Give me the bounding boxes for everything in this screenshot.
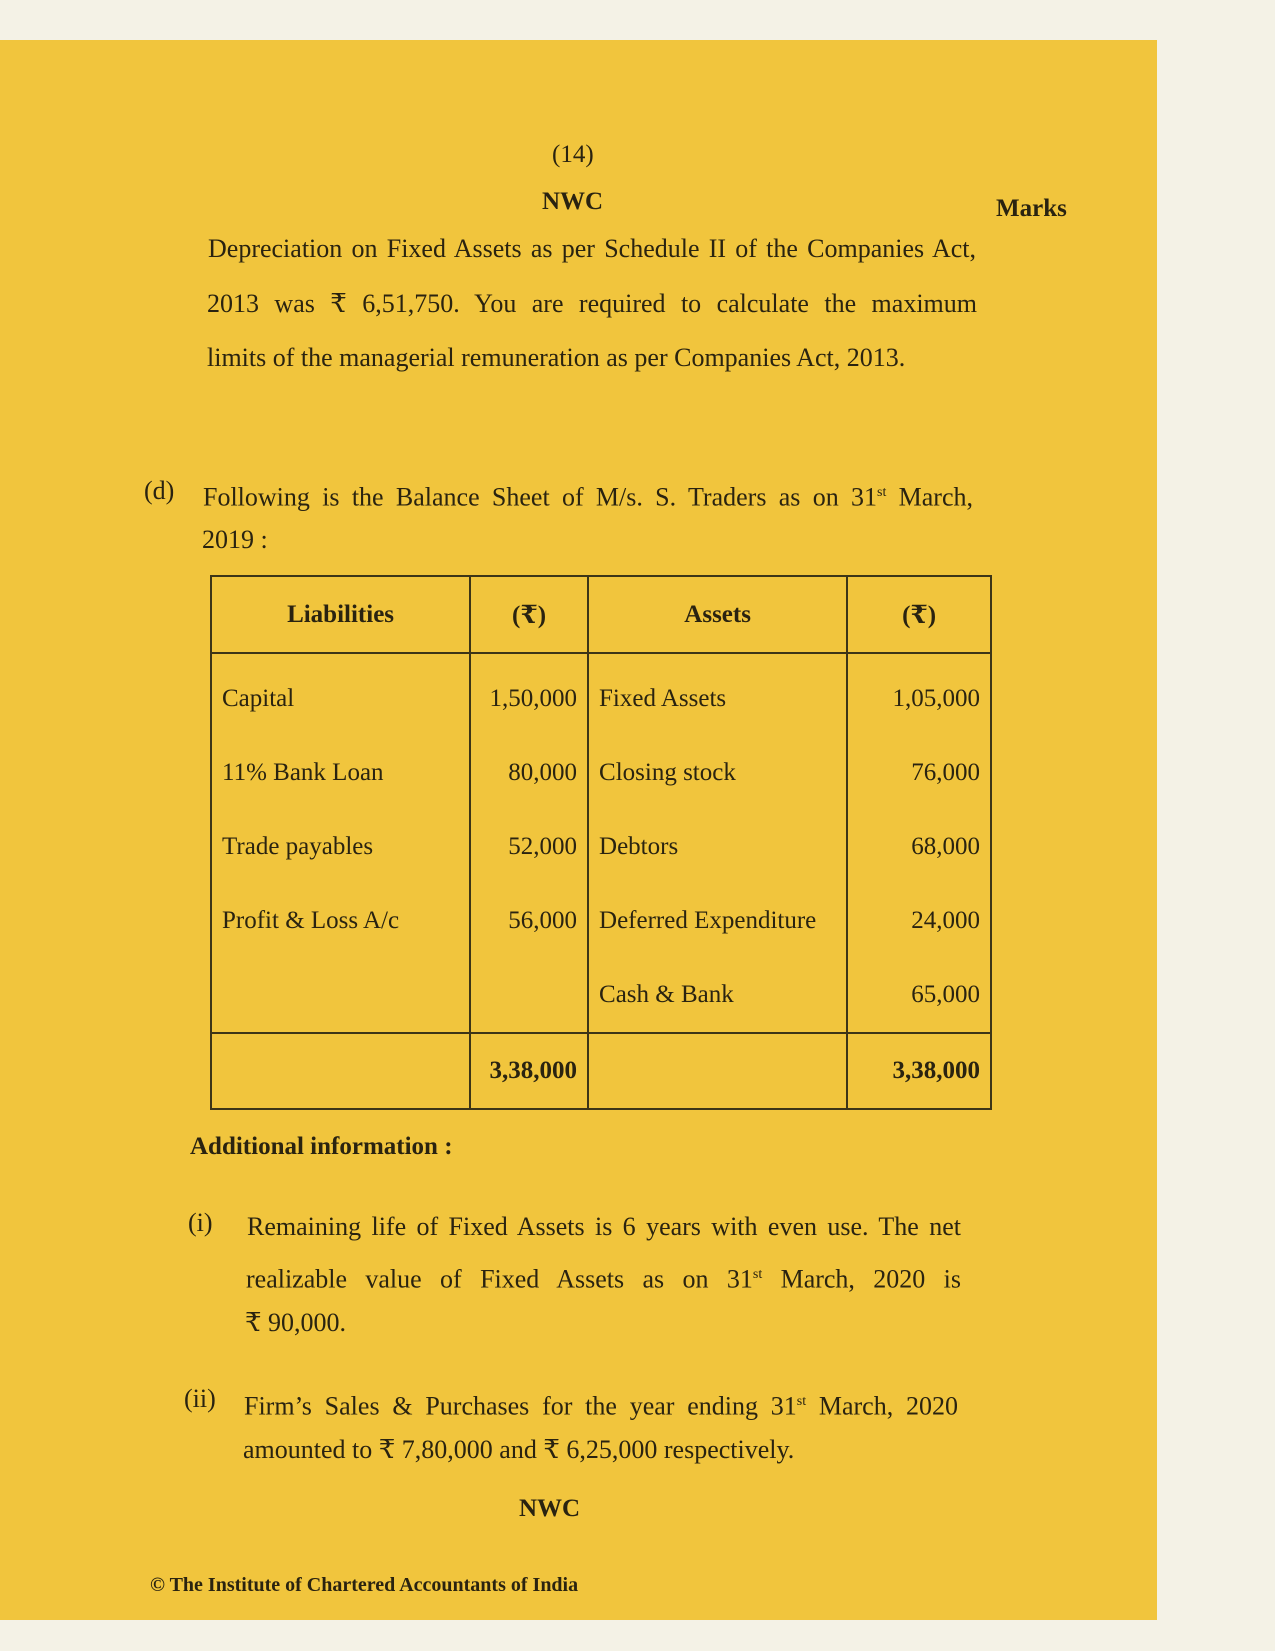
table-row — [211, 736, 991, 810]
asset-name: Fixed Assets — [588, 653, 847, 736]
table-row — [211, 810, 991, 884]
item-ii-line-2: amounted to ₹ 7,80,000 and ₹ 6,25,000 respectively. — [243, 1435, 795, 1464]
item-i-line-3: ₹ 90,000. — [245, 1308, 347, 1337]
asset-amount: 1,05,000 — [847, 653, 991, 736]
liability-amount: 1,50,000 — [470, 653, 588, 736]
asset-name: Cash & Bank — [588, 958, 847, 1033]
liabilities-header: Liabilities — [211, 576, 470, 653]
asset-amount: 65,000 — [847, 958, 991, 1033]
asset-name: Deferred Expenditure — [588, 884, 847, 958]
assets-header: Assets — [588, 576, 847, 653]
item-i-label: (i) — [188, 1208, 213, 1237]
question-d-line-2: 2019 : — [202, 525, 268, 554]
assets-amount-header: (₹) — [847, 576, 991, 653]
liability-amount — [470, 958, 588, 1033]
total-assets: 3,38,000 — [847, 1033, 991, 1109]
liabilities-amount-header: (₹) — [470, 576, 588, 653]
liability-name — [211, 958, 470, 1033]
asset-amount: 24,000 — [847, 884, 991, 958]
item-i-line-1: Remaining life of Fixed Assets is 6 years with even use. The net — [247, 1212, 961, 1241]
intro-line-3: limits of the managerial remuneration as per Companies Act, 2013. — [207, 343, 906, 372]
table-total-row — [211, 1033, 991, 1109]
item-ii-label: (ii) — [184, 1384, 216, 1413]
item-i-line-2: realizable value of Fixed Assets as on 31st March, 2020 is — [246, 1264, 961, 1294]
asset-amount: 68,000 — [847, 810, 991, 884]
liability-name: 11% Bank Loan — [211, 736, 470, 810]
table-row — [211, 958, 991, 1033]
asset-amount: 76,000 — [847, 736, 991, 810]
table-row — [211, 653, 991, 736]
item-ii-line-1: Firm’s Sales & Purchases for the year ending 31st March, 2020 — [244, 1391, 958, 1421]
page-number: (14) — [552, 141, 594, 168]
balance-sheet-table — [210, 575, 992, 1110]
liability-amount: 56,000 — [470, 884, 588, 958]
liability-amount: 52,000 — [470, 810, 588, 884]
table-header-row — [211, 576, 991, 653]
table-row — [211, 884, 991, 958]
question-d-label: (d) — [144, 476, 175, 505]
header-code: NWC — [542, 188, 604, 215]
question-d-line-1: Following is the Balance Sheet of M/s. S. Traders as on 31st March, — [203, 482, 973, 512]
intro-line-1: Depreciation on Fixed Assets as per Schedule II of the Companies Act, — [208, 234, 976, 263]
asset-name: Debtors — [588, 810, 847, 884]
copyright-text: © The Institute of Chartered Accountants of India — [150, 1574, 579, 1596]
liability-name: Capital — [211, 653, 470, 736]
liability-amount: 80,000 — [470, 736, 588, 810]
liability-name: Profit & Loss A/c — [211, 884, 470, 958]
intro-line-2: 2013 was ₹ 6,51,750. You are required to calculate the maximum — [207, 289, 977, 318]
asset-name: Closing stock — [588, 736, 847, 810]
liability-name: Trade payables — [211, 810, 470, 884]
total-liabilities: 3,38,000 — [470, 1033, 588, 1109]
additional-info-heading: Additional information : — [190, 1133, 453, 1160]
footer-code: NWC — [519, 1495, 581, 1522]
marks-label: Marks — [996, 195, 1067, 222]
